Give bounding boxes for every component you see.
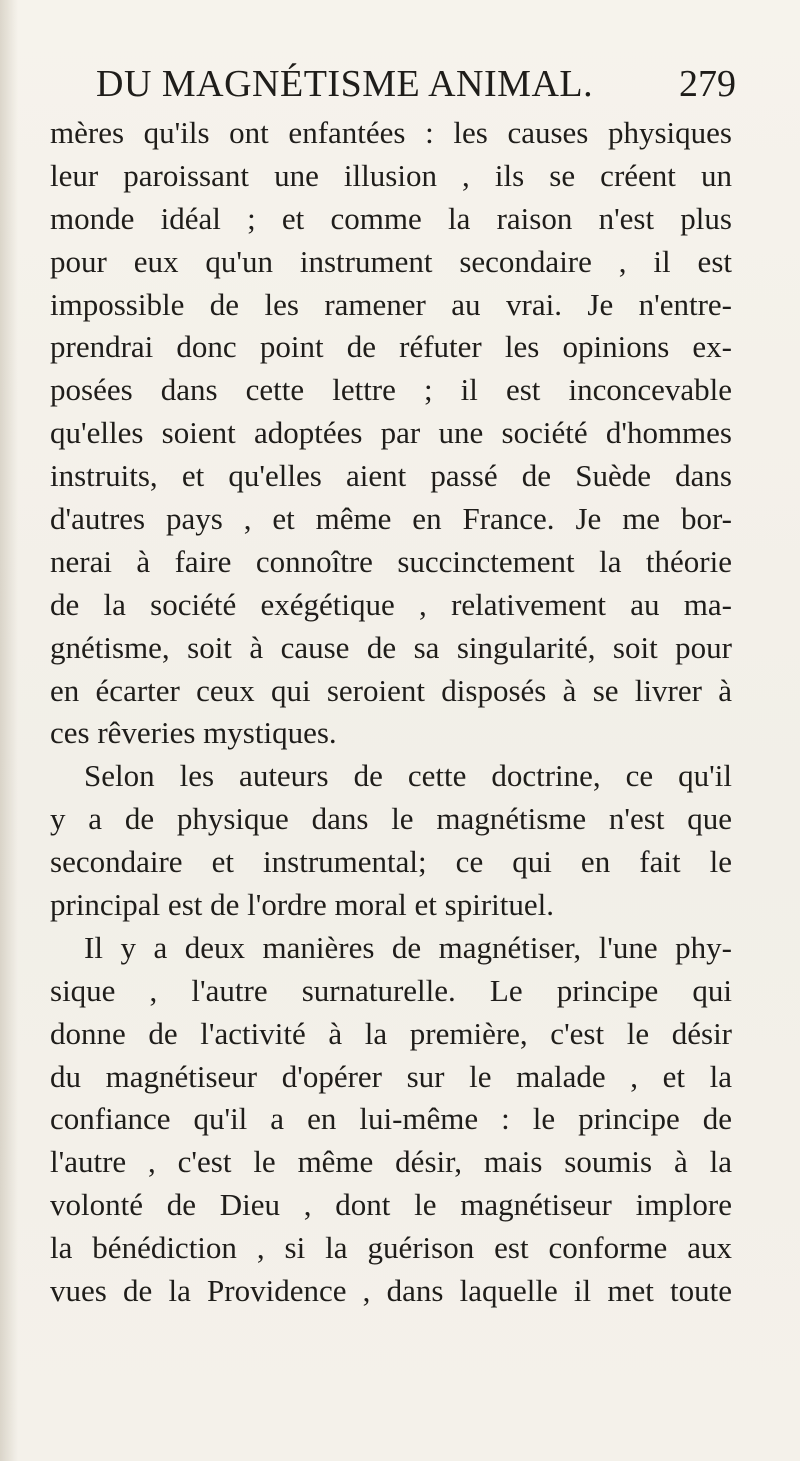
paragraph-first-line: Selon les auteurs de cette doctrine, ce qu'il [84, 758, 732, 794]
text-line: volonté de Dieu , dont le magnétiseur implore [50, 1187, 732, 1223]
text-line: d'autres pays , et même en France. Je me bor- [50, 501, 732, 537]
text-line: la bénédiction , si la guérison est conforme aux [50, 1230, 732, 1266]
text-line: prendrai donc point de réfuter les opinions ex- [50, 329, 732, 365]
paragraph-last-line: ces rêveries mystiques. [50, 715, 337, 751]
running-title: DU MAGNÉTISME ANIMAL. [96, 63, 594, 105]
text-line: en écarter ceux qui seroient disposés à se livrer à [50, 672, 732, 708]
page-header [96, 62, 736, 106]
text-line: y a de physique dans le magnétisme n'est que [50, 801, 732, 837]
text-line: vues de la Providence , dans laquelle il met toute [50, 1273, 732, 1309]
text-line: gnétisme, soit à cause de sa singularité, soit pour [50, 629, 732, 665]
text-line: leur paroissant une illusion , ils se créent un [50, 157, 732, 193]
text-line: l'autre , c'est le même désir, mais soumis à la [50, 1144, 732, 1180]
page-gutter-shadow [0, 0, 18, 1461]
text-line: donne de l'activité à la première, c'est le désir [50, 1015, 732, 1051]
text-line: posées dans cette lettre ; il est inconcevable [50, 372, 732, 408]
text-line: mères qu'ils ont enfantées : les causes physiques [50, 115, 732, 150]
text-line: secondaire et instrumental; ce qui en fait le [50, 844, 732, 880]
body-text [50, 112, 732, 1313]
text-line: impossible de les ramener au vrai. Je n'entre- [50, 286, 732, 322]
text-line: confiance qu'il a en lui-même : le principe de [50, 1101, 732, 1137]
page-number: 279 [679, 63, 736, 105]
text-line: sique , l'autre surnaturelle. Le principe qui [50, 972, 732, 1008]
text-line: du magnétiseur d'opérer sur le malade , et la [50, 1058, 732, 1094]
text-line: instruits, et qu'elles aient passé de Suède dans [50, 458, 732, 494]
text-line: de la société exégétique , relativement au ma- [50, 586, 732, 622]
paragraph-last-line: principal est de l'ordre moral et spirituel. [50, 887, 555, 923]
text-line: monde idéal ; et comme la raison n'est plus [50, 200, 732, 236]
paragraph-first-line: Il y a deux manières de magnétiser, l'une phy- [84, 929, 732, 965]
text-line: nerai à faire connoître succinctement la théorie [50, 543, 732, 579]
text-line: qu'elles soient adoptées par une société d'hommes [50, 415, 732, 451]
text-line: pour eux qu'un instrument secondaire , il est [50, 243, 732, 279]
